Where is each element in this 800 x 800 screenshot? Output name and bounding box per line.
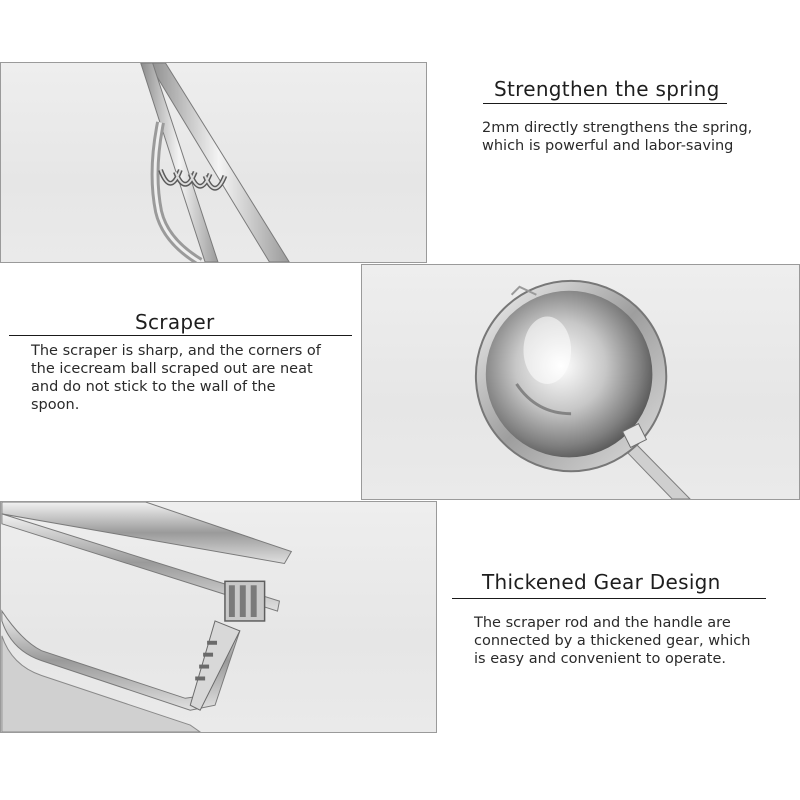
gear-photo	[0, 501, 437, 733]
scraper-photo	[361, 264, 800, 500]
spring-photo	[0, 62, 427, 263]
section-description-gear: The scraper rod and the handle are connected by a thickened gear, which is easy and convenient to operate.	[474, 615, 751, 667]
gear-icon	[1, 502, 436, 732]
section-description-spring: 2mm directly strengthens the spring, which is powerful and labor-saving	[482, 120, 753, 154]
section-title-scraper: Scraper	[135, 310, 215, 334]
section-description-scraper: The scraper is sharp, and the corners of the icecream ball scraped out are neat and do not stick to the wall of the spoon.	[31, 343, 321, 413]
spring-icon	[1, 63, 426, 262]
title-underline-scraper	[9, 335, 352, 336]
title-underline-spring	[483, 103, 727, 104]
scoop-bowl-icon	[362, 265, 799, 499]
section-title-gear: Thickened Gear Design	[482, 570, 721, 594]
section-title-spring: Strengthen the spring	[494, 77, 720, 101]
title-underline-gear	[452, 598, 766, 599]
